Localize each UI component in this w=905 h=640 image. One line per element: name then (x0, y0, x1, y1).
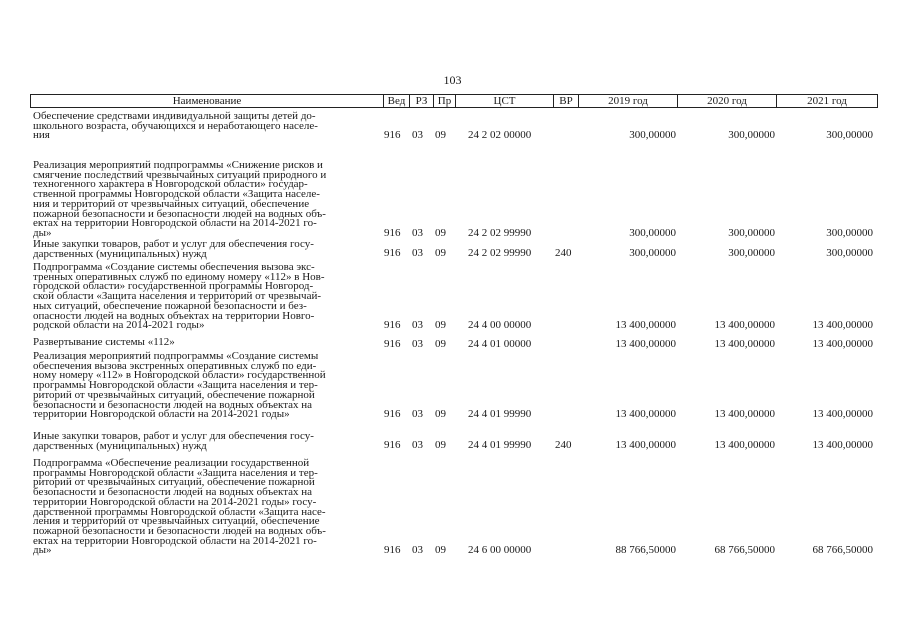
table-row (0, 240, 905, 259)
row-name-line: ления и территорий от чрезвычайных ситуаций, обеспечение (33, 515, 320, 528)
ved-cell: 916 (384, 247, 401, 260)
ved-cell: 916 (384, 338, 401, 350)
amount-2019: 300,00000 (629, 226, 676, 239)
amount-2020: 13 400,00000 (714, 407, 775, 420)
ved-cell: 916 (384, 129, 401, 142)
rz-cell: 03 (412, 338, 423, 350)
row-name (33, 112, 385, 141)
row-name-line: риторий от чрезвычайных ситуаций, обеспечение пожарной (33, 476, 315, 489)
pr-cell: 09 (435, 338, 446, 350)
row-name (33, 263, 385, 331)
cst-cell: 24 4 01 99990 (468, 439, 532, 452)
pr-cell: 09 (435, 439, 446, 452)
row-name-line: Иные закупки товаров, работ и услуг для обеспечения госу- (33, 430, 314, 442)
amount-2021: 13 400,00000 (812, 318, 873, 331)
row-name-line: смягчение последствий чрезвычайных ситуаций природного и (33, 168, 327, 181)
header-pr: Пр (434, 95, 456, 107)
rz-cell: 03 (412, 247, 423, 260)
cst-cell: 24 4 01 00000 (468, 338, 532, 350)
row-name-line: пожарной безопасности и безопасности людей на водных объ- (33, 207, 326, 220)
table-row (0, 112, 905, 141)
row-name-line: территории Новгородской области на 2014-2021 годы» госу- (33, 495, 317, 508)
row-name-line: дарственных (муниципальных) нужд (33, 439, 207, 452)
table-header (30, 94, 878, 108)
row-name-line: пожарной безопасности и безопасности людей на водных объ- (33, 524, 326, 537)
ved-cell: 916 (384, 439, 401, 452)
table-row (0, 459, 905, 556)
cst-cell: 24 4 01 99990 (468, 407, 532, 420)
amount-2020: 300,00000 (728, 226, 775, 239)
row-name-line: ды» (33, 544, 52, 557)
row-name (33, 459, 385, 556)
table-row (0, 263, 905, 331)
row-name-line: ды» (33, 226, 52, 239)
row-name-line: обеспечения вызова экстренных оперативных служб по еди- (33, 359, 317, 372)
amount-2020: 13 400,00000 (714, 318, 775, 331)
cst-cell: 24 2 02 99990 (468, 226, 532, 239)
row-name-line: ственной программы Новгородской области «Защита населе- (33, 188, 320, 201)
amount-2020: 13 400,00000 (714, 439, 775, 452)
table-row (0, 352, 905, 420)
row-name-line: тренных оперативных служб по единому номеру «112» в Нов- (33, 270, 325, 283)
table-row (0, 338, 905, 350)
amount-2019: 13 400,00000 (615, 318, 676, 331)
header-ved: Вед (384, 95, 410, 107)
amount-2021: 13 400,00000 (812, 407, 873, 420)
row-name-line: ской области «Защита населения и территорий от чрезвычай- (33, 290, 322, 303)
amount-2019: 300,00000 (629, 247, 676, 260)
cst-cell: 24 4 00 00000 (468, 318, 532, 331)
pr-cell: 09 (435, 318, 446, 331)
table-row (0, 432, 905, 451)
header-2019: 2019 год (579, 95, 678, 107)
rz-cell: 03 (412, 318, 423, 331)
row-name-line: Реализация мероприятий подпрограммы «Создание системы (33, 350, 319, 362)
row-name-line: техногенного характера в Новгородской области» государ- (33, 178, 308, 191)
row-name-line: ных ситуаций, обеспечение пожарной безопасности и без- (33, 299, 307, 312)
row-name-line: Развертывание системы «112» (33, 336, 175, 348)
rz-cell: 03 (412, 407, 423, 420)
row-name-line: ному номеру «112» в Новгородской области» государственной (33, 369, 326, 382)
amount-2019: 13 400,00000 (615, 407, 676, 420)
header-name: Наименование (31, 95, 384, 107)
row-name-line: ектах на территории Новгородской области на 2014-2021 го- (33, 534, 317, 547)
amount-2021: 300,00000 (826, 129, 873, 142)
rz-cell: 03 (412, 226, 423, 239)
ved-cell: 916 (384, 544, 401, 556)
row-name-line: Подпрограмма «Обеспечение реализации государственной (33, 457, 310, 469)
rz-cell: 03 (412, 129, 423, 142)
row-name-line: школьного возраста, обучающихся и неработающего населе- (33, 119, 318, 132)
amount-2020: 300,00000 (728, 129, 775, 142)
ved-cell: 916 (384, 226, 401, 239)
header-vr: ВР (554, 95, 579, 107)
row-name-line: Обеспечение средствами индивидуальной защиты детей до- (33, 110, 316, 122)
header-cst: ЦСТ (456, 95, 554, 107)
row-name-line: программы Новгородской области «Защита населения и тер- (33, 466, 318, 479)
row-name (33, 240, 385, 259)
pr-cell: 09 (435, 407, 446, 420)
cst-cell: 24 6 00 00000 (468, 544, 532, 556)
amount-2021: 68 766,50000 (812, 544, 873, 556)
pr-cell: 09 (435, 247, 446, 260)
row-name-line: территории Новгородской области на 2014-2021 годы» (33, 408, 290, 421)
amount-2021: 300,00000 (826, 226, 873, 239)
vr-cell: 240 (555, 439, 572, 452)
amount-2020: 13 400,00000 (714, 338, 775, 350)
row-name (33, 338, 385, 348)
row-name-line: опасности людей на водных объектах на территории Новго- (33, 309, 315, 322)
amount-2019: 13 400,00000 (615, 439, 676, 452)
row-name-line: безопасности и безопасности людей на водных объектах на (33, 398, 313, 411)
amount-2020: 68 766,50000 (714, 544, 775, 556)
amount-2021: 13 400,00000 (812, 439, 873, 452)
cst-cell: 24 2 02 00000 (468, 129, 532, 142)
row-name (33, 432, 385, 451)
pr-cell: 09 (435, 129, 446, 142)
row-name-line: Подпрограмма «Создание системы обеспечения вызова экс- (33, 261, 315, 273)
header-2021: 2021 год (807, 95, 847, 107)
row-name-line: Иные закупки товаров, работ и услуг для обеспечения госу- (33, 238, 314, 250)
row-name-line: дарственных (муниципальных) нужд (33, 247, 207, 260)
row-name-line: родской области на 2014-2021 годы» (33, 319, 205, 332)
pr-cell: 09 (435, 544, 446, 556)
row-name-line: ния и территорий от чрезвычайных ситуаций, обеспечение (33, 197, 310, 210)
page-number: 103 (443, 73, 462, 87)
amount-2020: 300,00000 (728, 247, 775, 260)
amount-2021: 13 400,00000 (812, 338, 873, 350)
ved-cell: 916 (384, 318, 401, 331)
row-name-line: дарственной программы Новгородской области «Защита насе- (33, 505, 326, 518)
header-rz: РЗ (410, 95, 434, 107)
header-2020: 2020 год (678, 95, 777, 107)
table-row (0, 161, 905, 239)
rz-cell: 03 (412, 544, 423, 556)
amount-2019: 300,00000 (629, 129, 676, 142)
row-name-line: программы Новгородской области «Защита населения и тер- (33, 379, 318, 392)
row-name-line: Реализация мероприятий подпрограммы «Снижение рисков и (33, 159, 323, 171)
cst-cell: 24 2 02 99990 (468, 247, 532, 260)
amount-2021: 300,00000 (826, 247, 873, 260)
amount-2019: 88 766,50000 (615, 544, 676, 556)
row-name (33, 161, 385, 239)
row-name-line: риторий от чрезвычайных ситуаций, обеспечение пожарной (33, 388, 315, 401)
row-name-line: безопасности и безопасности людей на водных объектах на (33, 486, 313, 499)
ved-cell: 916 (384, 407, 401, 420)
row-name-line: ектах на территории Новгородской области на 2014-2021 го- (33, 217, 317, 230)
pr-cell: 09 (435, 226, 446, 239)
row-name (33, 352, 385, 420)
vr-cell: 240 (555, 247, 572, 260)
rz-cell: 03 (412, 439, 423, 452)
amount-2019: 13 400,00000 (615, 338, 676, 350)
row-name-line: городской области» государственной программы Новгород- (33, 280, 314, 293)
row-name-line: ния (33, 129, 50, 142)
